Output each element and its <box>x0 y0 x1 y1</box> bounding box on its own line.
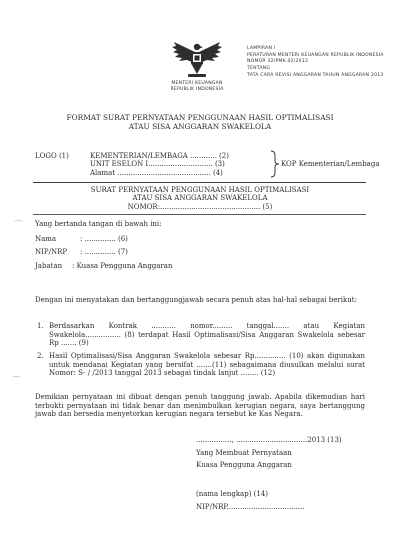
kop-brace-icon <box>270 150 280 182</box>
kop-divider <box>33 182 366 183</box>
letter-number: NOMOR:............................................. (5) <box>127 202 273 211</box>
letter-title-line1: SURAT PERNYATAAN PENGGUNAAN HASIL OPTIMALISASI <box>90 186 310 194</box>
statement-intro: Dengan ini menyatakan dan bertanggungjawab secara penuh atas hal-hal sebagai berikut: <box>35 296 357 304</box>
letter-title-line2: ATAU SISA ANGGARAN SWAKELOLA <box>132 194 268 203</box>
item-1-text: Berdasarkan Kontrak ........... nomor......... tanggal....... atau Kegiatan Swakelola................ (8) terdapat Hasil Optimalisasi/Sisa Anggaran Swakelola sebesar Rp ....... (9) <box>49 322 365 348</box>
document-title-line1: FORMAT SURAT PERNYATAAN PENGGUNAAN HASIL OPTIMALISASI <box>66 113 334 122</box>
kop-address: Alamat .......................................... (4) <box>90 168 223 177</box>
item-2-text: Hasil Optimalisasi/Sisa Anggaran Swakelola sebesar Rp.............. (10) akan digunakan untuk mendanai Kegiatan yang bersifat .......(11) sebagaimana diusulkan melalui surat Nomor: S- / /2013 tanggal 2013 sebagai tindak lanjut ........ (12) <box>49 352 365 378</box>
emblem-caption <box>147 81 247 93</box>
name-label: Nama <box>35 235 57 243</box>
emblem-caption-line1: MENTERI KEUANGAN <box>171 81 223 86</box>
regulation-subject: TATA CARA REVISI ANGGARAN TAHUN ANGGARAN 2013 <box>247 72 384 78</box>
signature-role: Kuasa Pengguna Anggaran <box>196 461 292 469</box>
kop-echelon-unit: UNIT ESELON I............................. (3) <box>90 160 225 169</box>
attachment-header <box>247 46 397 80</box>
attachment-label: LAMPIRAN I <box>247 46 276 51</box>
regulation-about: TENTANG <box>247 66 271 72</box>
kop-logo: LOGO (1) <box>35 152 69 160</box>
letter-title <box>30 186 370 211</box>
margin-mark-2-icon: ⌒ <box>12 377 22 387</box>
nip-label: NIP/NRP <box>35 248 68 256</box>
closing-statement: Demikian pernyataan ini dibuat dengan penuh tanggung jawab. Apabila dikemudian hari terbukti pernyataan ini tidak benar dan menimbulkan kerugian negara, saya bertanggung jawab dan bersedia menyetorkan kerugian negara tersebut ke Kas Negara. <box>35 393 365 419</box>
letter-title-divider <box>33 214 366 215</box>
signature-full-name: (nama lengkap) (14) <box>196 490 269 498</box>
kop-label: KOP Kementerian/Lembaga <box>281 160 380 168</box>
emblem-caption-line2: REPUBLIK INDONESIA <box>170 87 224 92</box>
regulation-title: PERATURAN MENTERI KEUANGAN REPUBLIK INDONESIA <box>247 52 384 58</box>
regulation-number: NOMOR 32/PMK.02/2013 <box>247 59 308 65</box>
item-2-number: 2. <box>37 352 44 360</box>
document-title <box>30 113 370 131</box>
nip-value: : .............. (7) <box>80 248 128 256</box>
position-value: : Kuasa Pengguna Anggaran <box>72 262 173 270</box>
item-1-number: 1. <box>37 322 44 330</box>
kop-lines <box>90 152 270 177</box>
position-label: Jabatan <box>35 262 63 270</box>
signature-maker: Yang Membuat Pernyataan <box>196 449 292 457</box>
signature-nip: NIP/NRP................................... <box>196 503 305 511</box>
signature-place-date: ................, ................................2013 (13) <box>196 436 342 444</box>
margin-mark-icon: ⌒ <box>14 221 24 231</box>
name-value: : .............. (6) <box>80 235 128 243</box>
signatory-intro: Yang bertanda tangan di bawah ini: <box>35 220 162 228</box>
document-title-line2: ATAU SISA ANGGARAN SWAKELOLA <box>128 122 272 131</box>
garuda-emblem-icon <box>170 38 224 80</box>
kop-ministry: KEMENTERIAN/LEMBAGA ............ (2) <box>90 152 229 160</box>
